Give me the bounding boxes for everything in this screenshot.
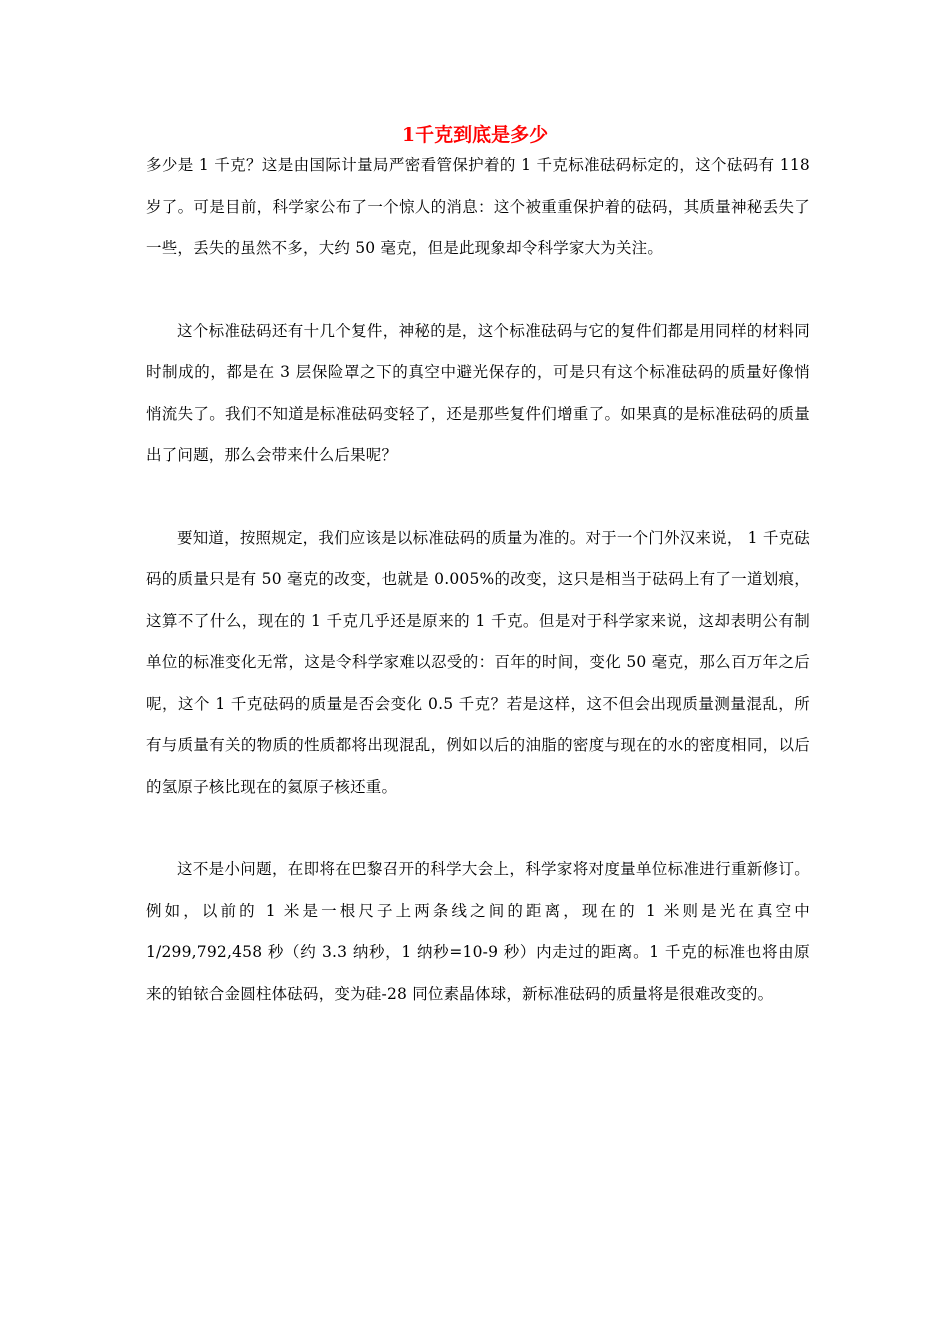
paragraph-2: 这个标准砝码还有十几个复件，神秘的是，这个标准砝码与它的复件们都是用同样的材料同时制成的，都是在 3 层保险罩之下的真空中避光保存的，可是只有这个标准砝码的质量好像悄悄流失了。我们不知道是标准砝码变轻了，还是那些复件们增重了。如果真的是标准砝码的质量出了问题，那么会带来什么后果呢？ [146, 321, 810, 464]
document-body [146, 145, 810, 1056]
paragraph-4: 这不是小问题，在即将在巴黎召开的科学大会上，科学家将对度量单位标准进行重新修订。例如，以前的 1 米是一根尺子上两条线之间的距离，现在的 1 米则是光在真空中 1/299,792,458 秒（约 3.3 纳秒，1 纳秒=10-9 秒）内走过的距离。1 千克的标准也将由原来的铂铱合金圆柱体砝码，变为硅-28 同位素晶体球，新标准砝码的质量将是很难改变的。 [146, 860, 810, 1003]
paragraph-1: 多少是 1 千克？这是由国际计量局严密看管保护着的 1 千克标准砝码标定的，这个砝码有 118 岁了。可是目前，科学家公布了一个惊人的消息：这个被重重保护着的砝码，其质量神秘丢失了一些，丢失的虽然不多，大约 50 毫克，但是此现象却令科学家大为关注。 [146, 156, 810, 257]
document-title: 1千克到底是多少 [401, 124, 549, 146]
paragraph-3: 要知道，按照规定，我们应该是以标准砝码的质量为准的。对于一个门外汉来说， 1 千克砝码的质量只是有 50 毫克的改变，也就是 0.005%的改变，这只是相当于砝码上有了一道划痕，这算不了什么，现在的 1 千克几乎还是原来的 1 千克。但是对于科学家来说，这却表明公有制单位的标准变化无常，这是令科学家难以忍受的：百年的时间，变化 50 毫克，那么百万年之后呢，这个 1 千克砝码的质量是否会变化 0.5 千克？若是这样，这不但会出现质量测量混乱，所有与质量有关的物质的性质都将出现混乱，例如以后的油脂的密度与现在的水的密度相同，以后的氢原子核比现在的氦原子核还重。 [146, 528, 810, 796]
